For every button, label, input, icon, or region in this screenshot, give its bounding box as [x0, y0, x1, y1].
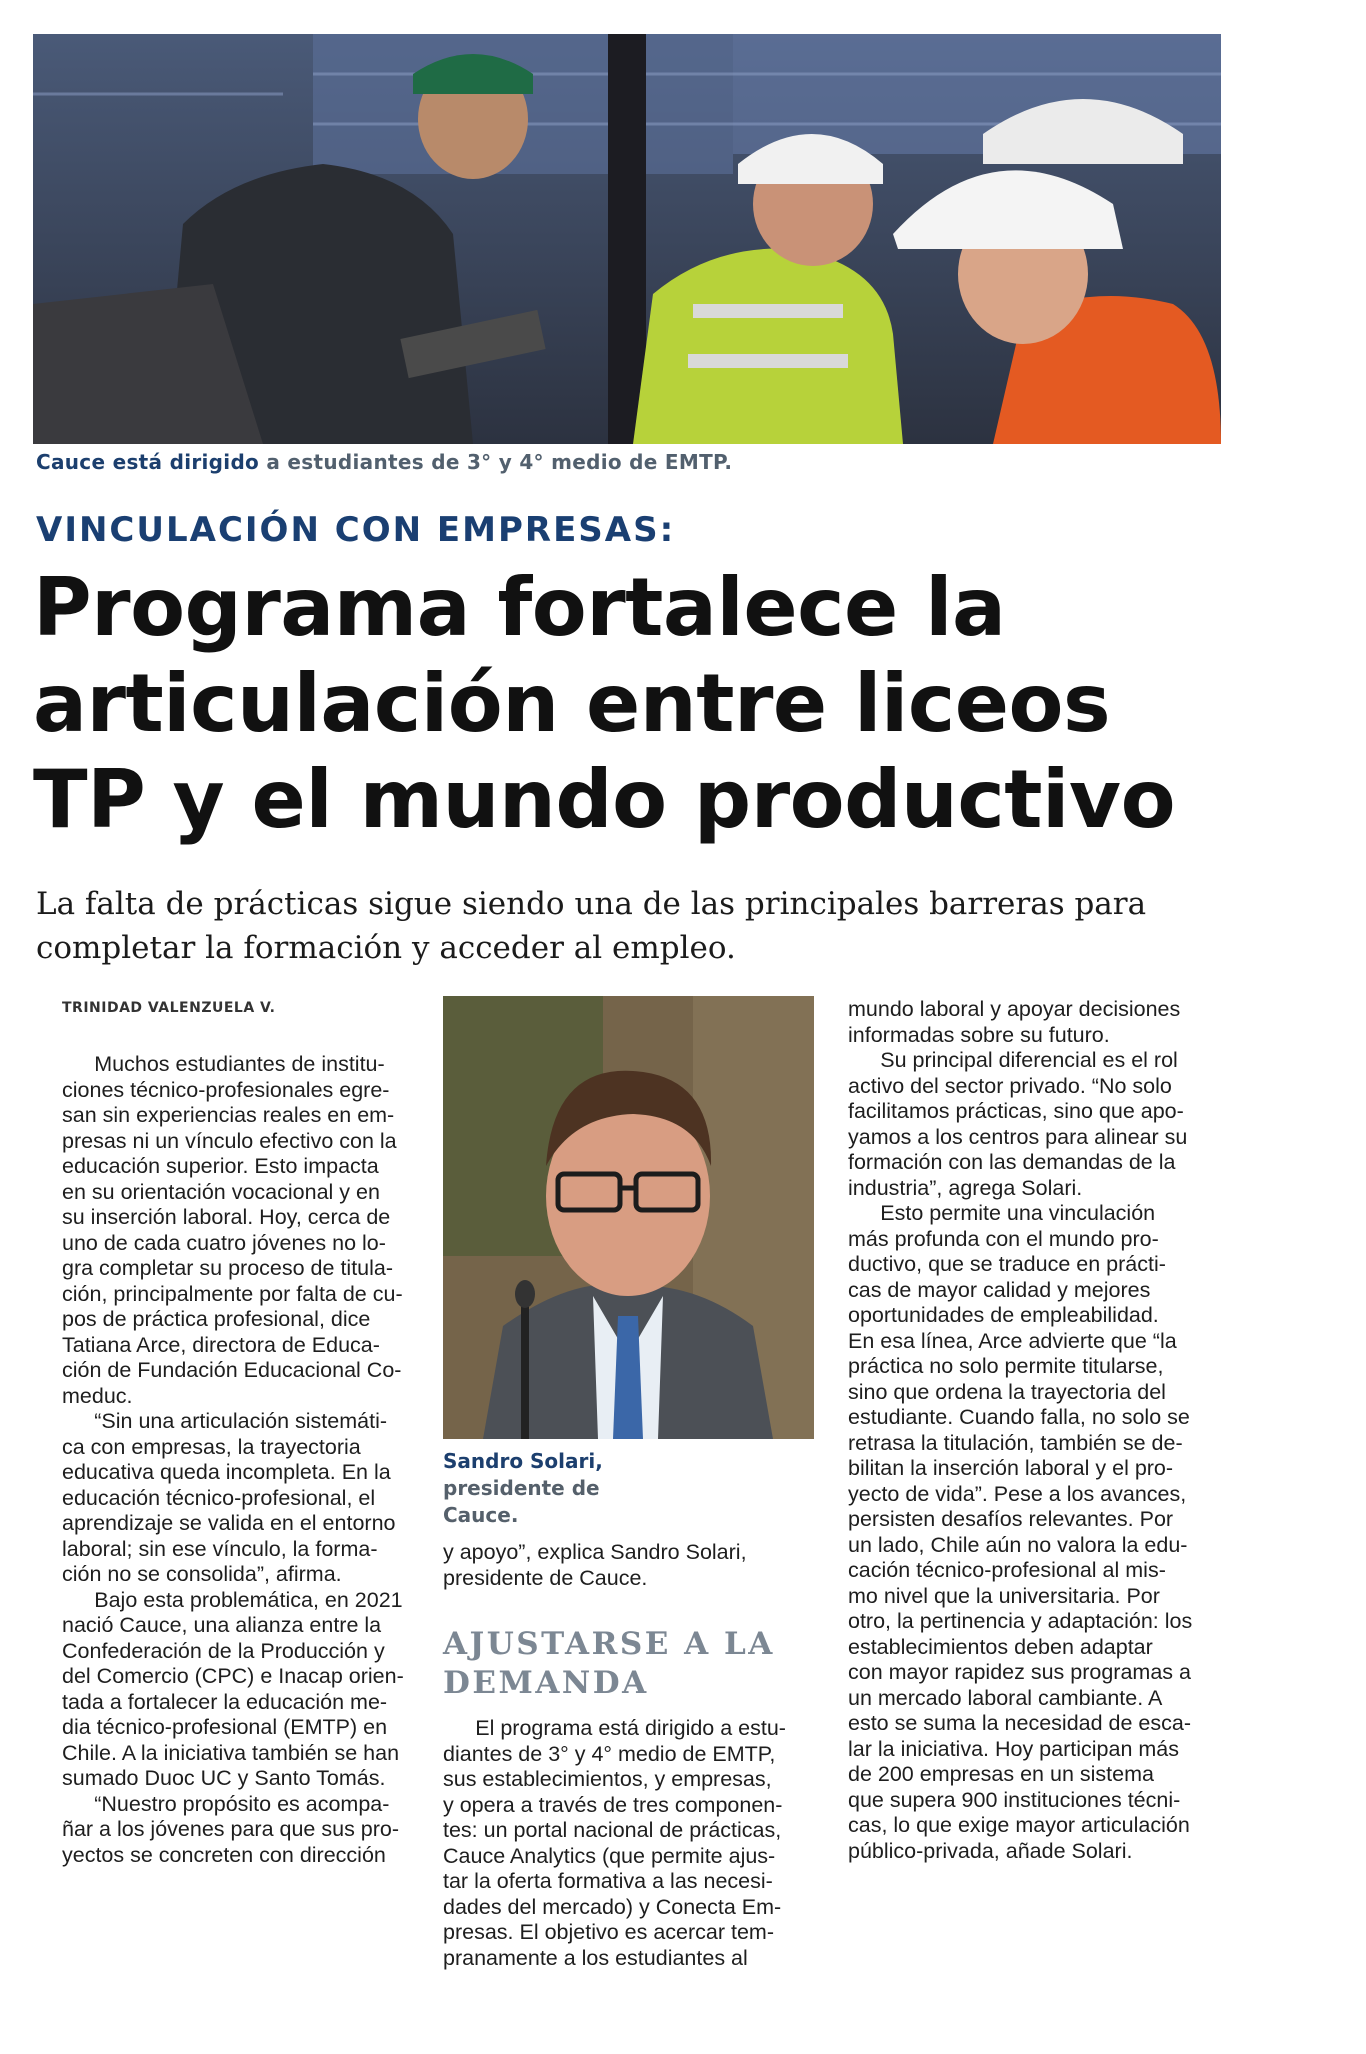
text-line: oportunidades de empleabilidad.	[848, 1303, 1159, 1327]
article-byline: TRINIDAD VALENZUELA V.	[62, 1000, 276, 1016]
text-line: yamos a los centros para alinear su	[848, 1124, 1188, 1149]
text-line: nació Cauce, una alianza entre la	[62, 1613, 382, 1637]
text-line: cas, lo que exige mayor articulación	[848, 1813, 1190, 1837]
text-line: presidente de Cauce.	[443, 1565, 648, 1590]
subhead-line: AJUSTARSE A LA	[443, 1626, 775, 1662]
text-line: aprendizaje se valida en el entorno	[62, 1511, 396, 1535]
text-line: “Nuestro propósito es acompa-	[62, 1791, 390, 1816]
deck-line: completar la formación y acceder al empleo.	[36, 930, 736, 966]
text-line: En esa línea, Arce advierte que “la	[848, 1328, 1177, 1353]
subhead-line: DEMANDA	[443, 1665, 649, 1701]
text-line: cas de mayor calidad y mejores	[848, 1277, 1151, 1302]
text-line: yectos se concreten con dirección	[62, 1842, 386, 1867]
text-line: ca con empresas, la trayectoria	[62, 1434, 361, 1459]
text-line: público-privada, añade Solari.	[848, 1838, 1133, 1863]
text-line: un mercado laboral cambiante. A	[848, 1685, 1163, 1710]
text-line: san sin experiencias reales en em-	[62, 1103, 395, 1127]
text-line: establecimientos deben adaptar	[848, 1634, 1153, 1659]
text-line: lar la iniciativa. Hoy participan más	[848, 1736, 1179, 1761]
text-line: cación técnico-profesional al mis-	[848, 1558, 1166, 1582]
text-line: su inserción laboral. Hoy, cerca de	[62, 1205, 391, 1229]
text-line: ciones técnico-profesionales egre-	[62, 1077, 390, 1102]
text-line: diantes de 3° y 4° medio de EMTP,	[443, 1741, 776, 1766]
article-column-2-top	[443, 1540, 815, 1591]
deck-line: La falta de prácticas sigue siendo una de las principales barreras para	[36, 886, 1147, 922]
text-line: presas. El objetivo es acercar tem-	[443, 1920, 774, 1944]
text-line: Chile. A la iniciativa también se han	[62, 1740, 400, 1765]
text-line: El programa está dirigido a estu-	[443, 1716, 786, 1740]
text-line: en su orientación vocacional y en	[62, 1179, 380, 1204]
text-line: sumado Duoc UC y Santo Tomás.	[62, 1766, 386, 1790]
text-line: industria”, agrega Solari.	[848, 1175, 1083, 1200]
text-line: ñar a los jóvenes para que sus pro-	[62, 1817, 400, 1841]
text-line: mundo laboral y apoyar decisiones	[848, 997, 1181, 1021]
text-line: ción, principalmente por falta de cu-	[62, 1281, 403, 1306]
portrait-caption-role: presidente de	[443, 1476, 600, 1500]
portrait-photo-sandro-solari	[443, 996, 814, 1439]
text-line: que supera 900 instituciones técni-	[848, 1787, 1181, 1812]
text-line: laboral; sin ese vínculo, la forma-	[62, 1536, 378, 1561]
text-line: estudiante. Cuando falla, no solo se	[848, 1405, 1190, 1429]
text-line: Confederación de la Producción y	[62, 1638, 385, 1663]
text-line: Su principal diferencial es el rol	[848, 1048, 1178, 1072]
text-line: presas ni un vínculo efectivo con la	[62, 1128, 397, 1153]
text-line: yecto de vida”. Pese a los avances,	[848, 1481, 1187, 1506]
text-line: pos de práctica profesional, dice	[62, 1307, 371, 1331]
article-deck	[36, 882, 1286, 970]
text-line: y apoyo”, explica Sandro Solari,	[443, 1540, 747, 1564]
text-line: esto se suma la necesidad de esca-	[848, 1711, 1192, 1735]
text-line: práctica no solo permite titularse,	[848, 1354, 1164, 1378]
text-line: sino que ordena la trayectoria del	[848, 1379, 1166, 1404]
text-line: educativa queda incompleta. En la	[62, 1460, 391, 1484]
text-line: ción de Fundación Educacional Co-	[62, 1358, 402, 1382]
text-line: educación técnico-profesional, el	[62, 1485, 376, 1510]
photo-caption	[36, 450, 732, 474]
photo-caption-highlight: Cauce está dirigido	[36, 450, 260, 474]
text-line: con mayor rapidez sus programas a	[848, 1660, 1191, 1684]
text-line: retrasa la titulación, también se de-	[848, 1430, 1183, 1455]
text-line: dades del mercado) y Conecta Em-	[443, 1894, 782, 1919]
text-line: y opera a través de tres componen-	[443, 1792, 783, 1817]
portrait-caption	[443, 1448, 815, 1529]
text-line: Tatiana Arce, directora de Educa-	[62, 1332, 380, 1357]
text-line: facilitamos prácticas, sino que apo-	[848, 1099, 1184, 1123]
text-line: mo nivel que la universitaria. Por	[848, 1583, 1160, 1608]
text-line: activo del sector privado. “No solo	[848, 1073, 1172, 1098]
article-column-1	[62, 1052, 407, 1868]
article-column-2-bottom	[443, 1716, 815, 1971]
portrait-caption-name: Sandro Solari,	[443, 1449, 603, 1473]
headline-line: TP y el mundo productivo	[33, 753, 1176, 846]
text-line: meduc.	[62, 1383, 133, 1408]
text-line: tada a fortalecer la educación me-	[62, 1689, 388, 1714]
text-line: ductivo, que se traduce en prácti-	[848, 1252, 1166, 1276]
article-photo-students-warehouse	[33, 34, 1221, 444]
text-line: persisten desafíos relevantes. Por	[848, 1507, 1174, 1531]
text-line: más profunda con el mundo pro-	[848, 1226, 1159, 1251]
text-line: Esto permite una vinculación	[848, 1201, 1156, 1225]
portrait-caption-role-line2: Cauce.	[443, 1503, 519, 1527]
text-line: tes: un portal nacional de prácticas,	[443, 1818, 782, 1842]
text-line: Cauce Analytics (que permite ajus-	[443, 1843, 776, 1868]
article-headline	[33, 560, 1333, 848]
text-line: del Comercio (CPC) e Inacap orien-	[62, 1664, 404, 1688]
text-line: “Sin una articulación sistemáti-	[62, 1409, 388, 1433]
headline-line: articulación entre liceos	[33, 657, 1111, 750]
text-line: informadas sobre su futuro.	[848, 1022, 1110, 1047]
text-line: pranamente a los estudiantes al	[443, 1945, 748, 1970]
article-kicker: VINCULACIÓN CON EMPRESAS:	[36, 510, 676, 550]
text-line: otro, la pertinencia y adaptación: los	[848, 1609, 1193, 1633]
text-line: dia técnico-profesional (EMTP) en	[62, 1715, 388, 1739]
text-line: ción no se consolida”, afirma.	[62, 1562, 342, 1586]
article-subhead	[443, 1625, 815, 1703]
text-line: formación con las demandas de la	[848, 1150, 1176, 1174]
headline-line: Programa fortalece la	[33, 561, 1006, 654]
text-line: gra completar su proceso de titula-	[62, 1256, 394, 1280]
text-line: uno de cada cuatro jóvenes no lo-	[62, 1230, 386, 1255]
text-line: Muchos estudiantes de institu-	[62, 1052, 385, 1076]
text-line: educación superior. Esto impacta	[62, 1154, 379, 1178]
photo-caption-text: a estudiantes de 3° y 4° medio de EMTP.	[259, 450, 733, 474]
article-column-3	[848, 997, 1220, 1864]
text-line: bilitan la inserción laboral y el pro-	[848, 1456, 1174, 1480]
text-line: Bajo esta problemática, en 2021	[62, 1587, 403, 1612]
text-line: un lado, Chile aún no valora la edu-	[848, 1532, 1188, 1557]
text-line: de 200 empresas en un sistema	[848, 1762, 1154, 1786]
text-line: sus establecimientos, y empresas,	[443, 1767, 772, 1791]
text-line: tar la oferta formativa a las necesi-	[443, 1869, 773, 1893]
